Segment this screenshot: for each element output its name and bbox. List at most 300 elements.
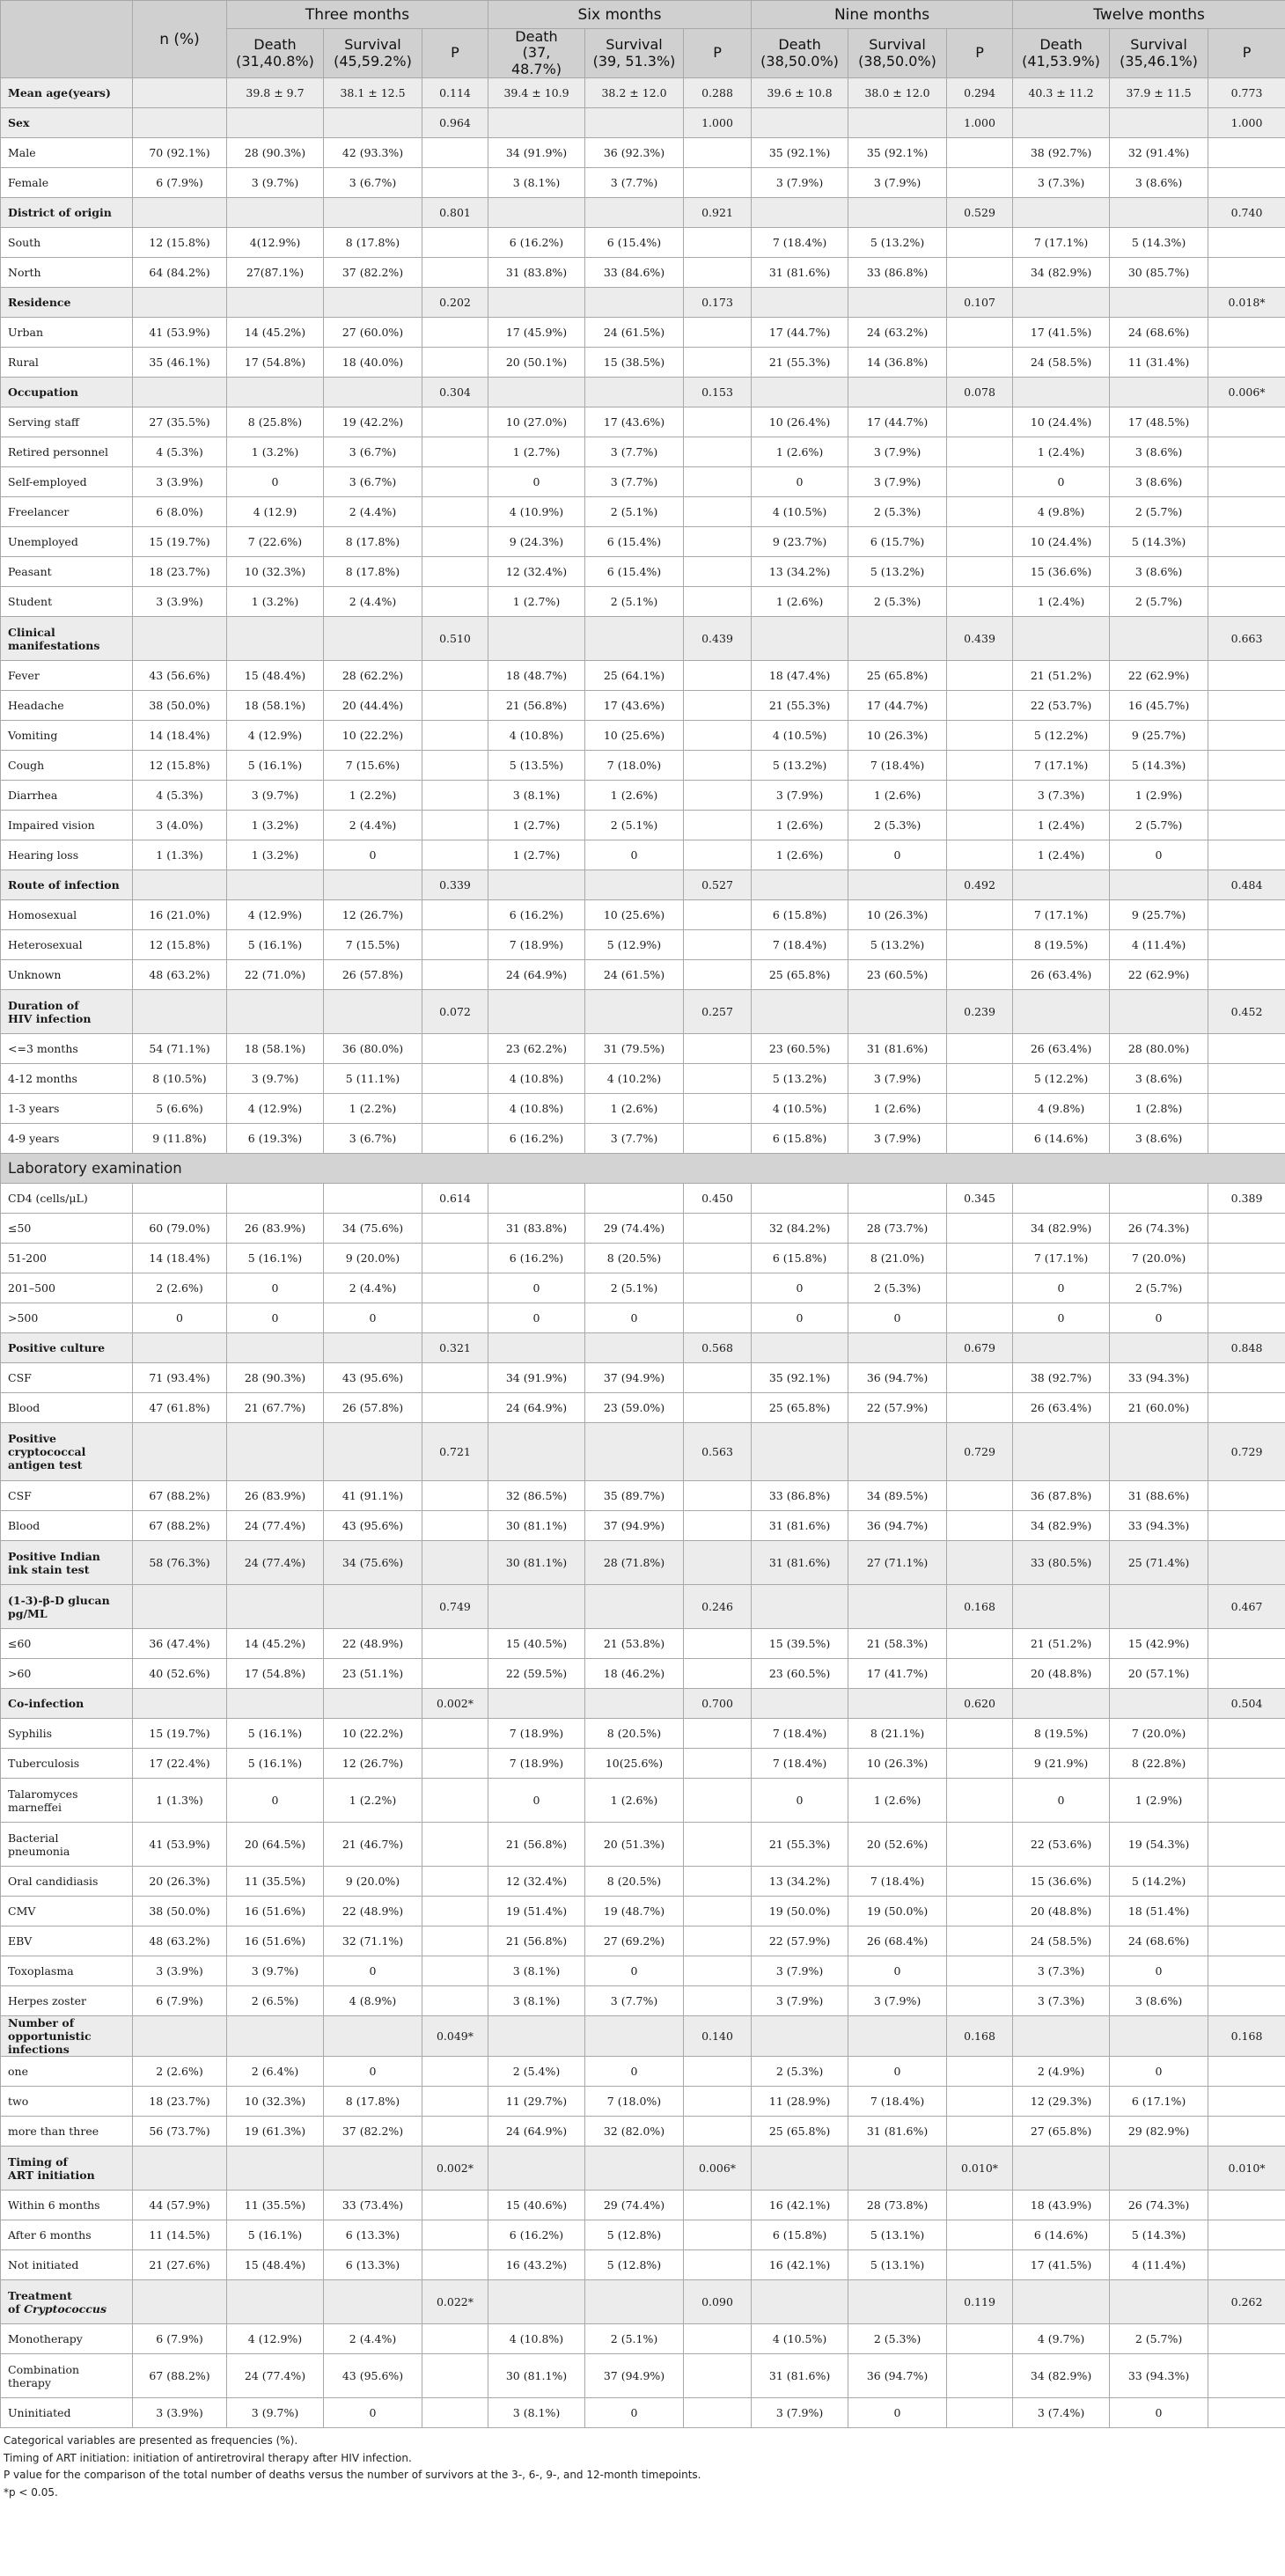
cell-n: 15 (19.7%) bbox=[133, 527, 227, 557]
cell-death bbox=[1013, 2016, 1110, 2057]
cell-death: 17 (54.8%) bbox=[227, 1659, 324, 1689]
cell-survival: 31 (81.6%) bbox=[848, 2117, 947, 2147]
cell-death: 39.6 ± 10.8 bbox=[752, 78, 848, 108]
cell-p-value bbox=[684, 2398, 752, 2428]
cell-death: 13 (34.2%) bbox=[752, 1867, 848, 1897]
cell-survival: 16 (45.7%) bbox=[1110, 691, 1208, 721]
cell-survival: 5 (14.3%) bbox=[1110, 2220, 1208, 2250]
row-label: Duration of HIV infection bbox=[1, 990, 133, 1034]
cell-survival: 2 (5.1%) bbox=[585, 497, 684, 527]
cell-survival bbox=[1110, 870, 1208, 900]
cell-p-value bbox=[684, 840, 752, 870]
group-row bbox=[1, 1585, 1285, 1629]
row-label: (1-3)-β-D glucan pg/ML bbox=[1, 1585, 133, 1629]
cell-death bbox=[752, 198, 848, 228]
cell-p-value bbox=[684, 1897, 752, 1926]
cell-survival: 26 (74.3%) bbox=[1110, 1214, 1208, 1244]
cell-p-value: 0.090 bbox=[684, 2280, 752, 2324]
cell-p-value bbox=[684, 1214, 752, 1244]
cell-death bbox=[488, 2016, 585, 2057]
row-label: Co-infection bbox=[1, 1689, 133, 1719]
cell-p-value bbox=[1208, 2191, 1285, 2220]
cell-death: 28 (90.3%) bbox=[227, 138, 324, 168]
cell-death bbox=[488, 288, 585, 318]
cell-p-value: 0.168 bbox=[947, 2016, 1013, 2057]
cell-death: 5 (16.1%) bbox=[227, 1244, 324, 1273]
cell-p-value: 0.321 bbox=[422, 1333, 488, 1363]
cell-p-value: 0.002* bbox=[422, 2147, 488, 2191]
cell-death: 1 (2.7%) bbox=[488, 587, 585, 617]
cell-death: 4 (10.8%) bbox=[488, 721, 585, 751]
cell-survival: 3 (8.6%) bbox=[1110, 168, 1208, 198]
cell-p-value: 0.848 bbox=[1208, 1333, 1285, 1363]
cell-survival: 1 (2.9%) bbox=[1110, 781, 1208, 811]
cell-p-value bbox=[947, 751, 1013, 781]
cell-p-value bbox=[684, 1393, 752, 1423]
row-label: Female bbox=[1, 168, 133, 198]
cell-death: 3 (8.1%) bbox=[488, 1956, 585, 1986]
cell-p-value bbox=[947, 900, 1013, 930]
cell-p-value: 0.389 bbox=[1208, 1184, 1285, 1214]
cell-death bbox=[1013, 990, 1110, 1034]
cell-death: 0 bbox=[752, 467, 848, 497]
table-row bbox=[1, 2057, 1285, 2087]
cell-death: 21 (55.3%) bbox=[752, 1823, 848, 1867]
cell-survival bbox=[848, 108, 947, 138]
table-footnotes bbox=[0, 2428, 1285, 2501]
cell-n: 67 (88.2%) bbox=[133, 2354, 227, 2398]
cell-p-value bbox=[684, 1094, 752, 1124]
cell-death: 34 (82.9%) bbox=[1013, 258, 1110, 288]
group-row bbox=[1, 1541, 1285, 1585]
header-death: Death (37, 48.7%) bbox=[488, 29, 585, 78]
cell-death: 38 (92.7%) bbox=[1013, 138, 1110, 168]
table-row bbox=[1, 348, 1285, 378]
cell-survival: 4 (8.9%) bbox=[324, 1986, 422, 2016]
cell-death: 3 (9.7%) bbox=[227, 2398, 324, 2428]
cell-death: 24 (77.4%) bbox=[227, 2354, 324, 2398]
cell-death: 21 (56.8%) bbox=[488, 1823, 585, 1867]
cell-survival: 29 (74.4%) bbox=[585, 2191, 684, 2220]
row-label: Positive cryptococcal antigen test bbox=[1, 1423, 133, 1481]
cell-death: 6 (16.2%) bbox=[488, 228, 585, 258]
cell-survival: 4 (10.2%) bbox=[585, 1064, 684, 1094]
cell-death: 36 (87.8%) bbox=[1013, 1481, 1110, 1511]
cell-survival: 0 bbox=[1110, 1303, 1208, 1333]
cell-survival: 37 (82.2%) bbox=[324, 258, 422, 288]
cell-survival: 7 (18.4%) bbox=[848, 1867, 947, 1897]
cell-death: 4 (9.7%) bbox=[1013, 2324, 1110, 2354]
table-row bbox=[1, 811, 1285, 840]
cell-survival: 34 (89.5%) bbox=[848, 1481, 947, 1511]
cell-survival: 41 (91.1%) bbox=[324, 1481, 422, 1511]
cell-survival bbox=[585, 378, 684, 407]
cell-p-value bbox=[947, 781, 1013, 811]
cell-death bbox=[752, 1585, 848, 1629]
cell-p-value bbox=[684, 1541, 752, 1585]
cell-death bbox=[227, 1184, 324, 1214]
cell-p-value bbox=[422, 1363, 488, 1393]
table-row bbox=[1, 497, 1285, 527]
cell-survival: 23 (59.0%) bbox=[585, 1393, 684, 1423]
cell-n: 12 (15.8%) bbox=[133, 751, 227, 781]
cell-survival: 7 (18.0%) bbox=[585, 751, 684, 781]
cell-p-value bbox=[684, 1303, 752, 1333]
cell-n: 27 (35.5%) bbox=[133, 407, 227, 437]
cell-survival: 8 (20.5%) bbox=[585, 1719, 684, 1749]
cell-p-value bbox=[684, 2191, 752, 2220]
cell-death bbox=[1013, 617, 1110, 661]
cell-p-value bbox=[684, 1719, 752, 1749]
cell-p-value: 0.467 bbox=[1208, 1585, 1285, 1629]
cell-survival: 17 (43.6%) bbox=[585, 407, 684, 437]
cell-death: 22 (59.5%) bbox=[488, 1659, 585, 1689]
cell-p-value bbox=[1208, 587, 1285, 617]
cell-death: 3 (8.1%) bbox=[488, 781, 585, 811]
row-label: Serving staff bbox=[1, 407, 133, 437]
row-label: one bbox=[1, 2057, 133, 2087]
row-label: 51-200 bbox=[1, 1244, 133, 1273]
cell-survival: 26 (74.3%) bbox=[1110, 2191, 1208, 2220]
cell-survival bbox=[848, 990, 947, 1034]
cell-survival bbox=[324, 2016, 422, 2057]
cell-survival: 22 (62.9%) bbox=[1110, 960, 1208, 990]
cell-survival: 2 (5.3%) bbox=[848, 1273, 947, 1303]
table-row bbox=[1, 721, 1285, 751]
cell-p-value: 0.168 bbox=[947, 1585, 1013, 1629]
cell-survival: 33 (94.3%) bbox=[1110, 2354, 1208, 2398]
cell-p-value bbox=[422, 1926, 488, 1956]
cell-death: 15 (48.4%) bbox=[227, 661, 324, 691]
cell-p-value bbox=[1208, 1659, 1285, 1689]
cell-death: 3 (7.3%) bbox=[1013, 781, 1110, 811]
cell-death: 1 (2.4%) bbox=[1013, 840, 1110, 870]
cell-p-value bbox=[684, 1779, 752, 1823]
cell-survival bbox=[324, 1184, 422, 1214]
cell-death: 3 (9.7%) bbox=[227, 1064, 324, 1094]
header-row-periods bbox=[1, 1, 1285, 29]
cell-survival: 6 (15.4%) bbox=[585, 527, 684, 557]
cell-death: 5 (12.2%) bbox=[1013, 721, 1110, 751]
cell-p-value bbox=[947, 1214, 1013, 1244]
cell-survival bbox=[848, 2147, 947, 2191]
table-row bbox=[1, 1719, 1285, 1749]
cell-p-value bbox=[684, 138, 752, 168]
cell-survival: 37.9 ± 11.5 bbox=[1110, 78, 1208, 108]
table-row bbox=[1, 1303, 1285, 1333]
cell-survival bbox=[848, 288, 947, 318]
row-label: Male bbox=[1, 138, 133, 168]
cell-survival: 28 (73.7%) bbox=[848, 1214, 947, 1244]
cell-p-value bbox=[684, 168, 752, 198]
cell-death: 16 (51.6%) bbox=[227, 1897, 324, 1926]
cell-death: 18 (58.1%) bbox=[227, 1034, 324, 1064]
cell-survival: 6 (15.4%) bbox=[585, 228, 684, 258]
cell-p-value bbox=[422, 168, 488, 198]
cell-survival: 2 (4.4%) bbox=[324, 1273, 422, 1303]
cell-survival bbox=[585, 198, 684, 228]
cell-survival: 26 (57.8%) bbox=[324, 960, 422, 990]
cell-p-value bbox=[1208, 258, 1285, 288]
cell-p-value: 0.257 bbox=[684, 990, 752, 1034]
cell-death bbox=[752, 990, 848, 1034]
cell-survival: 33 (94.3%) bbox=[1110, 1511, 1208, 1541]
cell-p-value bbox=[1208, 1124, 1285, 1154]
row-label: EBV bbox=[1, 1926, 133, 1956]
cell-death: 10 (27.0%) bbox=[488, 407, 585, 437]
cell-p-value bbox=[1208, 900, 1285, 930]
cell-death: 6 (15.8%) bbox=[752, 1244, 848, 1273]
cell-p-value: 1.000 bbox=[947, 108, 1013, 138]
row-label: Urban bbox=[1, 318, 133, 348]
cell-n: 35 (46.1%) bbox=[133, 348, 227, 378]
cell-survival: 18 (46.2%) bbox=[585, 1659, 684, 1689]
cell-death bbox=[1013, 108, 1110, 138]
cell-survival: 5 (13.2%) bbox=[848, 930, 947, 960]
cell-death bbox=[1013, 1585, 1110, 1629]
cell-n bbox=[133, 2280, 227, 2324]
cell-n: 6 (7.9%) bbox=[133, 168, 227, 198]
cell-n: 3 (4.0%) bbox=[133, 811, 227, 840]
cell-p-value bbox=[1208, 168, 1285, 198]
cell-survival: 5 (13.1%) bbox=[848, 2220, 947, 2250]
cell-p-value bbox=[947, 1867, 1013, 1897]
cell-survival: 5 (14.2%) bbox=[1110, 1867, 1208, 1897]
cell-survival: 25 (64.1%) bbox=[585, 661, 684, 691]
cell-death: 4 (10.5%) bbox=[752, 2324, 848, 2354]
row-label: CSF bbox=[1, 1481, 133, 1511]
cell-p-value bbox=[422, 900, 488, 930]
cell-death: 2 (5.3%) bbox=[752, 2057, 848, 2087]
footnote-line: Timing of ART initiation: initiation of antiretroviral therapy after HIV infection. bbox=[4, 2451, 412, 2464]
header-death: Death (38,50.0%) bbox=[752, 29, 848, 78]
cell-survival: 1 (2.6%) bbox=[848, 781, 947, 811]
cell-p-value bbox=[1208, 497, 1285, 527]
cell-death: 15 (48.4%) bbox=[227, 2250, 324, 2280]
cell-p-value bbox=[684, 751, 752, 781]
cell-p-value: 0.010* bbox=[947, 2147, 1013, 2191]
cell-survival: 8 (17.8%) bbox=[324, 228, 422, 258]
cell-survival: 4 (11.4%) bbox=[1110, 2250, 1208, 2280]
cell-survival: 0 bbox=[848, 840, 947, 870]
cell-death: 0 bbox=[488, 1273, 585, 1303]
cell-survival: 3 (8.6%) bbox=[1110, 437, 1208, 467]
row-label: Cough bbox=[1, 751, 133, 781]
cell-survival: 0 bbox=[324, 840, 422, 870]
cell-death: 24 (77.4%) bbox=[227, 1541, 324, 1585]
cell-n: 12 (15.8%) bbox=[133, 930, 227, 960]
cell-p-value: 0.452 bbox=[1208, 990, 1285, 1034]
cell-death: 34 (91.9%) bbox=[488, 1363, 585, 1393]
cell-death: 8 (25.8%) bbox=[227, 407, 324, 437]
cell-death: 9 (24.3%) bbox=[488, 527, 585, 557]
cell-p-value bbox=[422, 1214, 488, 1244]
cell-survival: 5 (11.1%) bbox=[324, 1064, 422, 1094]
cell-death: 21 (51.2%) bbox=[1013, 1629, 1110, 1659]
cell-death: 21 (51.2%) bbox=[1013, 661, 1110, 691]
cell-n: 70 (92.1%) bbox=[133, 138, 227, 168]
group-row bbox=[1, 198, 1285, 228]
cell-p-value bbox=[947, 2250, 1013, 2280]
cell-death: 12 (32.4%) bbox=[488, 1867, 585, 1897]
cell-survival: 0 bbox=[585, 2057, 684, 2087]
cell-death bbox=[1013, 198, 1110, 228]
cell-death: 7 (18.9%) bbox=[488, 930, 585, 960]
cell-death bbox=[752, 2147, 848, 2191]
cell-n bbox=[133, 78, 227, 108]
cell-death: 34 (82.9%) bbox=[1013, 2354, 1110, 2398]
cell-death: 5 (16.1%) bbox=[227, 930, 324, 960]
cell-p-value bbox=[422, 1897, 488, 1926]
cell-survival: 7 (15.5%) bbox=[324, 930, 422, 960]
cell-death: 11 (29.7%) bbox=[488, 2087, 585, 2117]
cell-p-value bbox=[422, 2191, 488, 2220]
cell-survival bbox=[1110, 198, 1208, 228]
cell-n: 6 (8.0%) bbox=[133, 497, 227, 527]
cell-death: 0 bbox=[752, 1779, 848, 1823]
cell-death: 25 (65.8%) bbox=[752, 1393, 848, 1423]
cell-survival: 5 (13.2%) bbox=[848, 228, 947, 258]
table-row bbox=[1, 691, 1285, 721]
cell-death bbox=[752, 617, 848, 661]
cell-death: 8 (19.5%) bbox=[1013, 1719, 1110, 1749]
cell-death bbox=[752, 1423, 848, 1481]
cell-p-value bbox=[947, 1094, 1013, 1124]
cell-survival: 21 (58.3%) bbox=[848, 1629, 947, 1659]
cell-death: 1 (2.4%) bbox=[1013, 587, 1110, 617]
cell-death: 0 bbox=[1013, 1273, 1110, 1303]
cell-p-value bbox=[422, 1094, 488, 1124]
cell-death: 40.3 ± 11.2 bbox=[1013, 78, 1110, 108]
row-label: Hearing loss bbox=[1, 840, 133, 870]
cell-survival: 7 (20.0%) bbox=[1110, 1719, 1208, 1749]
cell-survival: 8 (17.8%) bbox=[324, 527, 422, 557]
cell-survival bbox=[324, 870, 422, 900]
cell-death: 1 (2.6%) bbox=[752, 587, 848, 617]
cell-death: 0 bbox=[488, 1303, 585, 1333]
cell-n: 14 (18.4%) bbox=[133, 1244, 227, 1273]
table-row bbox=[1, 228, 1285, 258]
cell-death bbox=[752, 870, 848, 900]
cell-p-value bbox=[422, 2117, 488, 2147]
table-row bbox=[1, 2250, 1285, 2280]
table-header bbox=[1, 1, 1285, 78]
cell-survival: 8 (20.5%) bbox=[585, 1244, 684, 1273]
group-row bbox=[1, 617, 1285, 661]
row-label: Self-employed bbox=[1, 467, 133, 497]
cell-death: 15 (40.6%) bbox=[488, 2191, 585, 2220]
cell-survival: 1 (2.8%) bbox=[1110, 1094, 1208, 1124]
cell-p-value bbox=[1208, 318, 1285, 348]
cell-death: 1 (2.4%) bbox=[1013, 437, 1110, 467]
cell-p-value bbox=[947, 527, 1013, 557]
cell-p-value: 0.614 bbox=[422, 1184, 488, 1214]
cell-n bbox=[133, 2147, 227, 2191]
cell-survival: 0 bbox=[1110, 2057, 1208, 2087]
section-title: Laboratory examination bbox=[1, 1154, 1285, 1184]
cell-survival: 17 (48.5%) bbox=[1110, 407, 1208, 437]
cell-death bbox=[752, 1689, 848, 1719]
cell-death: 4 (10.5%) bbox=[752, 497, 848, 527]
cell-survival: 31 (81.6%) bbox=[848, 1034, 947, 1064]
cell-survival: 26 (68.4%) bbox=[848, 1926, 947, 1956]
cell-death: 1 (3.2%) bbox=[227, 840, 324, 870]
cell-survival bbox=[1110, 990, 1208, 1034]
cell-survival: 22 (62.9%) bbox=[1110, 661, 1208, 691]
cell-death: 4 (10.9%) bbox=[488, 497, 585, 527]
cell-death bbox=[1013, 288, 1110, 318]
group-row bbox=[1, 288, 1285, 318]
cell-survival: 5 (14.3%) bbox=[1110, 751, 1208, 781]
row-label: CD4 (cells/μL) bbox=[1, 1184, 133, 1214]
cell-survival: 9 (20.0%) bbox=[324, 1867, 422, 1897]
cell-p-value: 0.006* bbox=[1208, 378, 1285, 407]
cell-p-value: 0.022* bbox=[422, 2280, 488, 2324]
cell-p-value bbox=[684, 258, 752, 288]
cell-survival bbox=[324, 198, 422, 228]
cell-p-value bbox=[684, 1034, 752, 1064]
cell-survival: 5 (14.3%) bbox=[1110, 228, 1208, 258]
cell-p-value bbox=[1208, 661, 1285, 691]
cell-death: 26 (63.4%) bbox=[1013, 960, 1110, 990]
cell-p-value: 0.049* bbox=[422, 2016, 488, 2057]
cell-p-value bbox=[422, 228, 488, 258]
cell-survival: 8 (21.0%) bbox=[848, 1244, 947, 1273]
cell-death bbox=[488, 1423, 585, 1481]
cell-p-value bbox=[1208, 840, 1285, 870]
cell-survival: 2 (4.4%) bbox=[324, 587, 422, 617]
cell-n: 12 (15.8%) bbox=[133, 228, 227, 258]
cell-p-value bbox=[684, 1629, 752, 1659]
cell-death: 6 (14.6%) bbox=[1013, 1124, 1110, 1154]
cell-p-value bbox=[947, 2057, 1013, 2087]
cell-p-value bbox=[684, 1511, 752, 1541]
cell-survival: 1 (2.6%) bbox=[585, 1779, 684, 1823]
cell-p-value bbox=[1208, 1094, 1285, 1124]
cell-survival: 0 bbox=[324, 2057, 422, 2087]
cell-survival: 0 bbox=[324, 2398, 422, 2428]
cell-death: 34 (82.9%) bbox=[1013, 1511, 1110, 1541]
cell-survival: 29 (74.4%) bbox=[585, 1214, 684, 1244]
cell-p-value bbox=[1208, 811, 1285, 840]
cell-survival bbox=[848, 2280, 947, 2324]
cell-p-value bbox=[947, 168, 1013, 198]
cell-p-value: 0.239 bbox=[947, 990, 1013, 1034]
row-label: Unknown bbox=[1, 960, 133, 990]
cell-survival: 35 (92.1%) bbox=[848, 138, 947, 168]
cell-death: 10 (24.4%) bbox=[1013, 407, 1110, 437]
row-label: Number of opportunistic infections bbox=[1, 2016, 133, 2057]
cell-death: 7 (22.6%) bbox=[227, 527, 324, 557]
cell-death: 3 (7.9%) bbox=[752, 168, 848, 198]
cell-p-value bbox=[422, 2057, 488, 2087]
cell-survival bbox=[848, 617, 947, 661]
row-label: Impaired vision bbox=[1, 811, 133, 840]
cell-survival: 1 (2.6%) bbox=[848, 1094, 947, 1124]
cell-survival bbox=[324, 2147, 422, 2191]
cell-p-value bbox=[1208, 1867, 1285, 1897]
table-row bbox=[1, 1629, 1285, 1659]
cell-p-value: 0.202 bbox=[422, 288, 488, 318]
cell-survival: 20 (44.4%) bbox=[324, 691, 422, 721]
cell-survival: 3 (7.9%) bbox=[848, 1064, 947, 1094]
cell-death: 3 (7.9%) bbox=[752, 2398, 848, 2428]
header-p: P bbox=[1208, 29, 1285, 78]
cell-survival: 8 (17.8%) bbox=[324, 2087, 422, 2117]
group-row bbox=[1, 378, 1285, 407]
cell-p-value bbox=[422, 318, 488, 348]
cell-p-value bbox=[684, 348, 752, 378]
